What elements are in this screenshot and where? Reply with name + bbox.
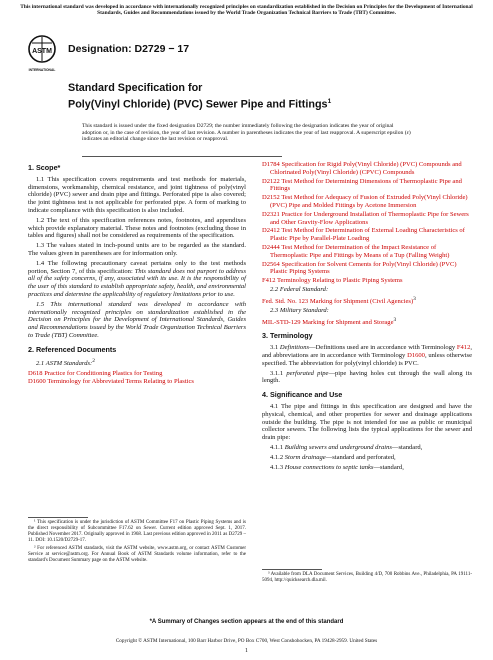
para-4-1-1 xyxy=(262,444,472,452)
para-1-3: 1.3 The values stated in inch-pound units are to be regarded as the standard. The values given in parentheses are for information only. xyxy=(28,242,246,257)
ref-d2564[interactable] xyxy=(262,261,472,277)
para-4-1-2-term: Storm drainage xyxy=(284,453,326,461)
ref-mil-std-129[interactable] xyxy=(262,317,472,327)
ref-d1600-code[interactable]: D1600 xyxy=(28,378,46,386)
ref-d2321-title[interactable]: Practice for Underground Installation of Thermoplastic Pipe for Sewers and Other Gravity-Flow Applications xyxy=(270,210,469,226)
ref-d2412[interactable] xyxy=(262,227,472,243)
section-2-heading: 2. Referenced Documents xyxy=(28,344,117,354)
astm-logo xyxy=(27,34,57,80)
title-line-2-text: Poly(Vinyl Chloride) (PVC) Sewer Pipe and Fittings xyxy=(68,98,328,111)
footnote-mark-2: 2 xyxy=(92,357,95,364)
ref-d1600-title[interactable]: Terminology for Abbreviated Terms Relating to Plastics xyxy=(45,378,194,386)
para-4-1-3-term: House connections to septic tanks xyxy=(284,463,374,471)
para-3-1-1-term: perforated pipe xyxy=(286,369,329,377)
para-4-1-2 xyxy=(262,454,472,462)
para-3-1-text-c: , unless otherwise specified. The abbreviation for poly(vinyl chloride) is PVC. xyxy=(262,352,472,367)
para-1-4-caveat: This standard does not purport to address all of the safety concerns, if any, associated with its use. It is the responsibility of the user of this standard to establish appropriate safety, health, and environmental practices and determine the applicability of regulatory limitations prior to use. xyxy=(28,267,246,298)
para-2-3 xyxy=(262,307,472,315)
title-line-1: Standard Specification for xyxy=(68,82,203,94)
para-2-1-text: 2.1 ASTM Standards: xyxy=(36,359,93,367)
ref-d2444-title[interactable]: Test Method for Determination of the Impact Resistance of Thermoplastic Pipe and Fittings by Means of a Tup (Falling Weight) xyxy=(270,243,450,259)
ref-d2122-title[interactable]: Test Method for Determining Dimensions of Thermoplastic Pipe and Fittings xyxy=(270,177,462,193)
para-2-3-text: 2.3 Military Standard: xyxy=(270,306,329,314)
ref-fed-std-123[interactable] xyxy=(262,296,472,306)
section-1-heading: 1. Scope* xyxy=(28,163,61,172)
logo-text: ASTM xyxy=(32,48,52,55)
ref-mil-code[interactable]: MIL-STD-129 xyxy=(262,318,301,326)
left-column xyxy=(28,161,246,387)
para-3-1-num: 3.1 xyxy=(270,344,280,352)
ref-d1600[interactable] xyxy=(28,378,246,386)
para-4-1-1-num: 4.1.1 xyxy=(270,444,285,452)
ref-d2444[interactable] xyxy=(262,244,472,260)
ref-d618-title[interactable]: Practice for Conditioning Plastics for Testing xyxy=(42,369,163,377)
section-3-heading: 3. Terminology xyxy=(262,331,313,341)
para-1-5: 1.5 This international standard was developed in accordance with internationally recognized principles on standardization established in the Decision on Principles for the Development of International Standards, Guides and Recommendations issued by the World Trade Organization Technical Barriers to Trade (TBT) Committee. xyxy=(28,300,246,339)
para-4-1-1-term: Building sewers and underground drains xyxy=(284,444,392,452)
footnotes-left xyxy=(28,520,246,565)
designation: Designation: D2729 − 17 xyxy=(68,43,190,55)
ref-d1784-code[interactable]: D1784 xyxy=(262,161,280,168)
para-4-1-1-text: —standard, xyxy=(391,444,423,452)
para-2-1 xyxy=(28,358,246,368)
ref-d2564-code[interactable]: D2564 xyxy=(262,260,280,268)
page-title xyxy=(68,82,331,112)
footnote-mark-3b: 3 xyxy=(393,316,397,323)
ref-d2321[interactable] xyxy=(262,211,472,227)
para-2-2 xyxy=(262,286,472,294)
para-3-1-text-b: , and abbreviations are in accordance with Terminology xyxy=(262,344,472,360)
para-3-1-1-num: 3.1.1 xyxy=(270,369,287,377)
logo-subtext: INTERNATIONAL xyxy=(28,68,56,72)
ref-d618-code[interactable]: D618 xyxy=(28,369,43,377)
ref-d2152-code[interactable]: D2152 xyxy=(262,194,280,202)
ref-d2152[interactable] xyxy=(262,194,472,210)
title-line-2 xyxy=(68,95,331,112)
ref-d2412-code[interactable]: D2412 xyxy=(262,227,280,235)
para-1-2: 1.2 The text of this specification references notes, footnotes, and appendixes which provide explanatory material. These notes and footnotes (excluding those in tables and figures) shall not be considered as requirements of the specification. xyxy=(28,216,246,240)
copyright-line: Copyright © ASTM International, 100 Barr Harbor Drive, PO Box C700, West Conshohocken, PA 19428-2959. United States xyxy=(115,638,378,644)
ref-d2564-title[interactable]: Specification for Solvent Cements for Poly(Vinyl Chloride) (PVC) Plastic Piping Systems xyxy=(270,260,457,276)
para-4-1: 4.1 The pipe and fittings in this specification are designed and have the physical, chemical, and other properties for sewer and drainage applications outside the building. The pipe is not intended for use as public or municipal collector sewers. The following lists the typical applications for the sewer and drain pipe: xyxy=(262,403,472,442)
footnote-1: ¹ This specification is under the jurisdiction of ASTM Committee F17 on Plastic Piping Systems and is the direct responsibility of Subcommittee F17.62 on Sewer. Current edition approved Sept. 1, 2017. Published November 2017. Originally approved in 1968. Last previous edition approved in 2011 as D2729 – 11. DOI: 10.1520/D2729-17. xyxy=(28,520,246,543)
para-3-1-1 xyxy=(262,370,472,386)
ref-fed-code[interactable]: Fed. Std. No. 123 xyxy=(262,297,309,305)
para-3-1-text-a: —Definitions used are in accordance with Terminology xyxy=(309,344,457,352)
para-3-1-1-text: —pipe having holes cut through the wall along its length. xyxy=(262,369,472,385)
ref-f412-title[interactable]: Terminology Relating to Plastic Piping Systems xyxy=(275,277,403,285)
para-4-1-3 xyxy=(262,464,472,472)
ref-f412-code[interactable]: F412 xyxy=(262,277,276,285)
para-4-1-2-text: —standard and perforated, xyxy=(325,453,396,461)
ref-d2152-title[interactable]: Test Method for Adequacy of Fusion of Extruded Poly(Vinyl Chloride) (PVC) Pipe and Molded Fittings by Acetone Immersion xyxy=(270,194,468,209)
ref-d2444-code[interactable]: D2444 xyxy=(262,243,280,251)
section-4-heading: 4. Significance and Use xyxy=(262,390,343,400)
para-4-1-3-num: 4.1.3 xyxy=(270,463,285,471)
right-column xyxy=(262,161,472,473)
para-3-1-link-f412[interactable]: F412 xyxy=(456,344,471,352)
summary-of-changes-notice: *A Summary of Changes section appears at the end of this standard xyxy=(149,619,344,625)
issuance-note: This standard is issued under the fixed designation D2729; the number immediately following the designation indicates the year of original adoption or, in the case of revision, the year of last revision. A number in parentheses indicates the year of last reapproval. A superscript epsilon (ε) indicates an editorial change since the last revision or reapproval. xyxy=(82,123,411,143)
para-3-1 xyxy=(262,344,472,367)
ref-d2321-code[interactable]: D2321 xyxy=(262,210,280,218)
intro-divider xyxy=(82,156,282,157)
footnote-2: ² For referenced ASTM standards, visit the ASTM website, www.astm.org, or contact ASTM Customer Service at service@astm.org. For Annual Book of ASTM Standards volume information, refer to the standard's Document Summary page on the ASTM website. xyxy=(28,545,246,563)
para-1-1: 1.1 This specification covers requirements and test methods for materials, dimensions, workmanship, chemical resistance, and joint tightness of poly(vinyl chloride) (PVC) sewer and drain pipe and fittings. Perforated pipe is also covered; the joint tightness test is not applicable for perforated pipe. A form of marking to indicate compliance with this specification is also included. xyxy=(28,175,246,214)
footnote-3: ³ Available from DLA Document Services, Building 4/D, 700 Robbins Ave., Philadelphia, PA 19111-5094, http://quicksearch.dla.mil. xyxy=(262,572,472,583)
para-1-4-lead: 1.4 The following precautionary caveat pertains only to the test methods portion, Section 7, of this specification: xyxy=(28,259,246,275)
ref-d2412-title[interactable]: Test Method for Determination of External Loading Characteristics of Plastic Pipe by Parallel-Plate Loading xyxy=(270,227,465,243)
footnotes-right xyxy=(262,572,472,584)
ref-d2122-code[interactable]: D2122 xyxy=(262,177,280,185)
footnote-mark-3a: 3 xyxy=(413,295,416,302)
ref-d1784-title[interactable]: Specification for Rigid Poly(Vinyl Chloride) (PVC) Compounds and Chlorinated Poly(Vinyl Chloride) (CPVC) Compounds xyxy=(270,161,462,176)
para-2-2-text: 2.2 Federal Standard: xyxy=(270,285,329,293)
title-footnote-mark: 1 xyxy=(327,98,332,105)
ref-f412[interactable] xyxy=(262,277,472,285)
ref-mil-title[interactable]: Marking for Shipment and Storage xyxy=(300,318,394,326)
footnote-divider-right xyxy=(262,569,322,570)
para-4-1-3-text: —standard, xyxy=(373,463,404,471)
ref-d1784[interactable] xyxy=(262,161,472,177)
ref-fed-title[interactable]: Marking for Shipment (Civil Agencies) xyxy=(308,297,414,305)
para-1-4 xyxy=(28,260,246,299)
para-3-1-term: Definitions xyxy=(279,344,310,352)
ref-d2122[interactable] xyxy=(262,178,472,194)
ref-d618[interactable] xyxy=(28,370,246,378)
header-notice: This international standard was developed in accordance with internationally recognized principles on standardization established in the Decision on Principles for the Development of International Standards, Guides and Recommendations issued by the World Trade Organization Technical Barriers to Trade (TBT) Committee. xyxy=(20,4,473,17)
para-4-1-2-num: 4.1.2 xyxy=(270,453,285,461)
para-3-1-link-d1600[interactable]: D1600 xyxy=(407,352,425,360)
footnote-divider-left xyxy=(28,517,88,518)
page-number: 1 xyxy=(245,648,248,654)
